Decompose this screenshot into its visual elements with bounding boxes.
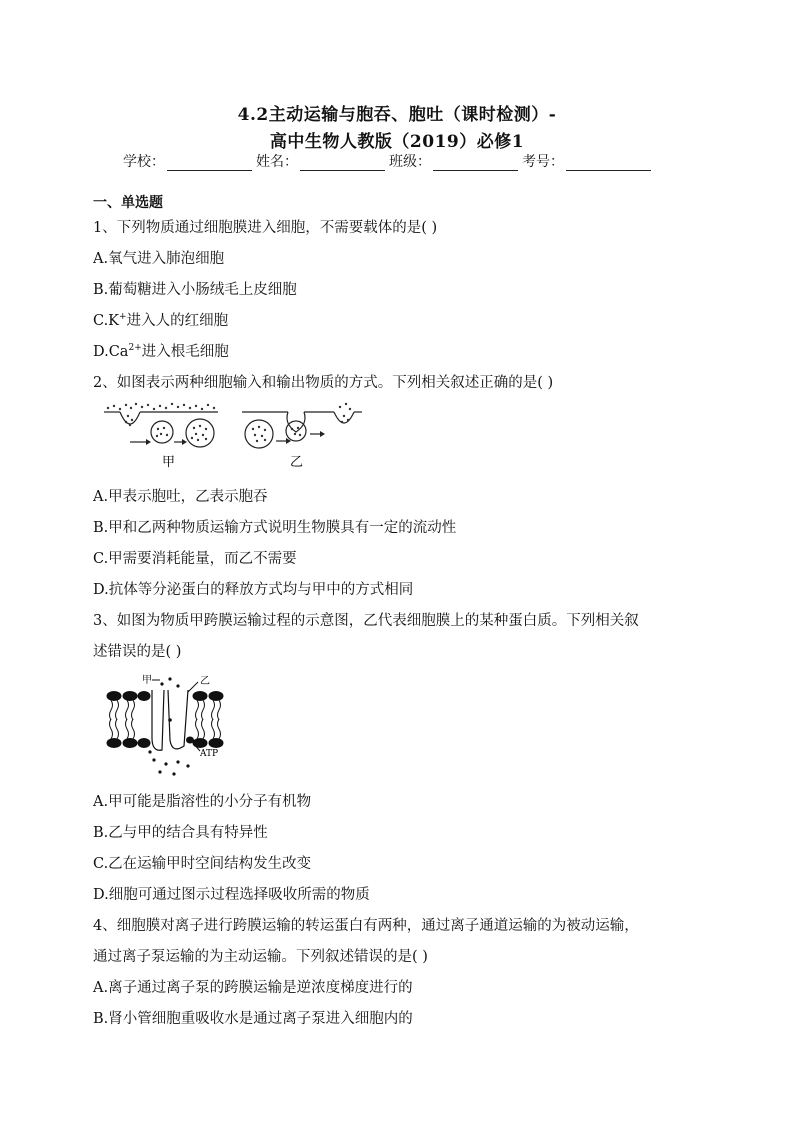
substance-particles bbox=[148, 677, 194, 775]
q3-option-a: A.甲可能是脂溶性的小分子有机物 bbox=[93, 794, 312, 810]
q4-stem-line1: 4、细胞膜对离子进行跨膜运输的转运蛋白有两种，通过离子通道运输的为被动运输， bbox=[93, 918, 639, 934]
q1-option-c-sup: + bbox=[119, 312, 127, 323]
q4-option-a: A.离子通过离子泵的跨膜运输是逆浓度梯度进行的 bbox=[93, 980, 413, 996]
exam-number-label: 考号： bbox=[522, 154, 564, 170]
page-title-line2: 高中生物人教版（2019）必修1 bbox=[269, 132, 525, 152]
q3-option-d: D.细胞可通过图示过程选择吸收所需的物质 bbox=[93, 887, 370, 903]
figure-label-jia: 甲 bbox=[162, 455, 176, 470]
q1-option-d-sup: 2+ bbox=[128, 343, 142, 354]
figure-label-jia-q3: 甲 bbox=[142, 675, 152, 686]
q1-option-c bbox=[93, 309, 228, 330]
q2-stem: 2、如图表示两种细胞输入和输出物质的方式。下列相关叙述正确的是( ) bbox=[93, 375, 554, 391]
q3-figure bbox=[100, 670, 240, 780]
q2-option-d: D.抗体等分泌蛋白的释放方式均与甲中的方式相同 bbox=[93, 582, 414, 598]
figure-label-yi: 乙 bbox=[290, 455, 304, 470]
q2-option-b: B.甲和乙两种物质运输方式说明生物膜具有一定的流动性 bbox=[93, 520, 457, 536]
q3-option-c: C.乙在运输甲时空间结构发生改变 bbox=[93, 856, 312, 872]
q1-option-d-prefix: D.Ca bbox=[93, 344, 129, 360]
figure-label-yi-q3: 乙 bbox=[200, 676, 210, 687]
class-blank[interactable] bbox=[433, 156, 518, 171]
student-info-row bbox=[123, 151, 655, 171]
q1-stem: 1、下列物质通过细胞膜进入细胞，不需要载体的是( ) bbox=[93, 220, 438, 236]
school-blank[interactable] bbox=[167, 156, 252, 171]
q2-option-c: C.甲需要消耗能量，而乙不需要 bbox=[93, 551, 297, 567]
section-heading: 一、单选题 bbox=[93, 195, 163, 211]
q4-option-b: B.肾小管细胞重吸收水是通过离子泵进入细胞内的 bbox=[93, 1011, 413, 1027]
class-label: 班级： bbox=[389, 154, 431, 170]
figure-jia-endocytosis bbox=[104, 403, 218, 447]
q3-option-b: B.乙与甲的结合具有特异性 bbox=[93, 825, 268, 841]
q1-option-c-rest: 进入人的红细胞 bbox=[126, 313, 229, 329]
name-blank[interactable] bbox=[300, 156, 385, 171]
figure-label-atp: ATP bbox=[200, 749, 219, 759]
q1-option-d bbox=[93, 340, 229, 361]
q1-option-a: A.氧气进入肺泡细胞 bbox=[93, 251, 225, 267]
q1-option-b: B.葡萄糖进入小肠绒毛上皮细胞 bbox=[93, 282, 297, 298]
page-title-line1: 4.2主动运输与胞吞、胞吐（课时检测）- bbox=[237, 105, 557, 125]
q3-stem-line1: 3、如图为物质甲跨膜运输过程的示意图，乙代表细胞膜上的某种蛋白质。下列相关叙 bbox=[93, 613, 639, 629]
q1-option-c-prefix: C.K bbox=[93, 313, 120, 329]
q4-stem-line2: 通过离子泵运输的为主动运输。下列叙述错误的是( ) bbox=[93, 949, 428, 965]
school-label: 学校： bbox=[123, 154, 165, 170]
q1-option-d-rest: 进入根毛细胞 bbox=[141, 344, 229, 360]
exam-number-blank[interactable] bbox=[566, 156, 651, 171]
q3-stem-line2: 述错误的是( ) bbox=[93, 644, 182, 660]
name-label: 姓名： bbox=[256, 154, 298, 170]
q2-option-a: A.甲表示胞吐，乙表示胞吞 bbox=[93, 489, 268, 505]
lipid-tails bbox=[110, 700, 221, 739]
figure-yi-exocytosis bbox=[242, 403, 362, 448]
q2-figure bbox=[100, 398, 362, 472]
lipid-bilayer bbox=[107, 692, 223, 748]
